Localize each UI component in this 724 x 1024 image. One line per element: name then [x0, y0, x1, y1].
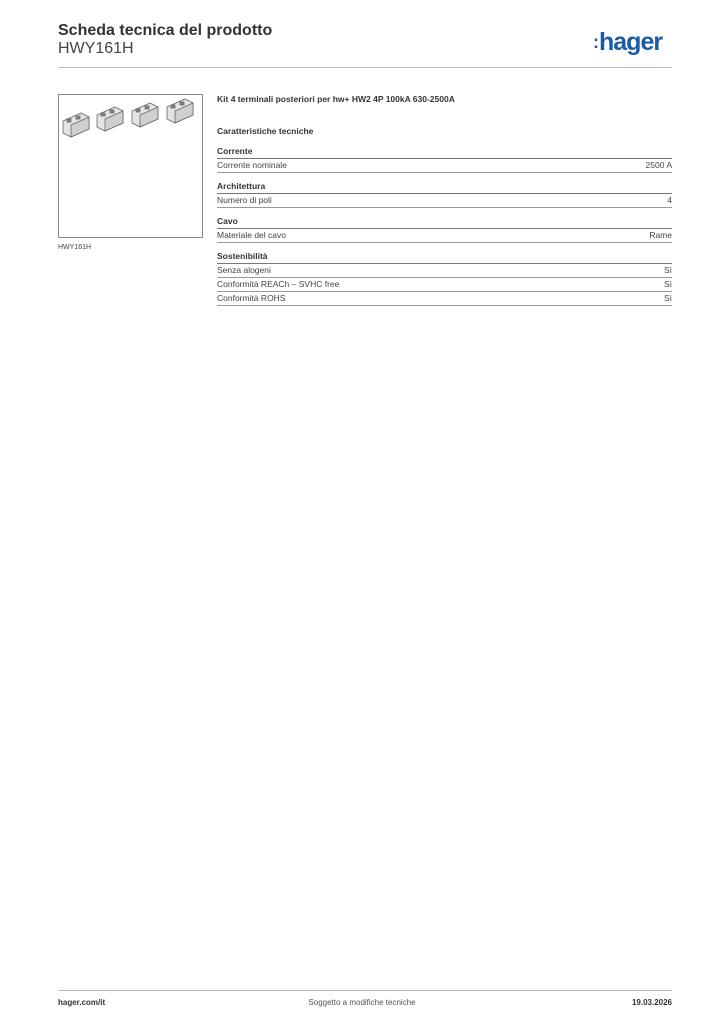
spec-value: Sì — [663, 265, 672, 275]
footer-note: Soggetto a modifiche tecniche — [308, 998, 416, 1007]
spec-label: Numero di poli — [217, 195, 272, 205]
hager-logo — [593, 28, 662, 57]
logo-dots-icon: : — [593, 32, 599, 52]
spec-value: Rame — [649, 230, 672, 240]
logo-text: hager — [599, 28, 663, 56]
spec-group-title: Cavo — [217, 216, 672, 229]
spec-value: Sì — [663, 293, 672, 303]
footer-divider — [58, 990, 672, 991]
product-description: Kit 4 terminali posteriori per hw+ HW2 4P 100kA 630-2500A — [217, 94, 455, 104]
spec-group-title: Sostenibilità — [217, 251, 672, 264]
spec-label: Senza alogeni — [217, 265, 271, 275]
spec-row — [217, 292, 672, 306]
product-code: HWY161H — [58, 40, 134, 57]
header-divider — [58, 67, 672, 68]
terminal-1-icon — [63, 113, 89, 137]
spec-row — [217, 194, 672, 208]
section-heading: Caratteristiche tecniche — [217, 126, 314, 136]
spec-label: Corrente nominale — [217, 160, 287, 170]
footer-website: hager.com/it — [58, 998, 106, 1007]
page-title: Scheda tecnica del prodotto — [58, 22, 273, 39]
spec-label: Conformità REACh – SVHC free — [217, 279, 340, 289]
product-image-frame — [58, 94, 203, 238]
spec-sheet — [217, 94, 672, 306]
spec-label: Conformità ROHS — [217, 293, 286, 303]
terminal-3-icon — [132, 103, 158, 127]
spec-row — [217, 159, 672, 173]
spec-value: 4 — [667, 195, 672, 205]
spec-label: Materiale del cavo — [217, 230, 286, 240]
spec-row — [217, 229, 672, 243]
footer-date: 19.03.2026 — [631, 998, 672, 1007]
spec-value: Sì — [663, 279, 672, 289]
spec-group-title: Architettura — [217, 181, 672, 194]
terminal-2-icon — [97, 107, 123, 131]
spec-group-title: Corrente — [217, 146, 672, 159]
terminal-kit-illustration — [59, 95, 204, 239]
spec-row — [217, 264, 672, 278]
spec-row — [217, 278, 672, 292]
spec-value: 2500 A — [645, 160, 672, 170]
image-caption: HWY161H — [58, 244, 92, 251]
spec-groups — [217, 146, 672, 306]
terminal-4-icon — [167, 99, 193, 123]
